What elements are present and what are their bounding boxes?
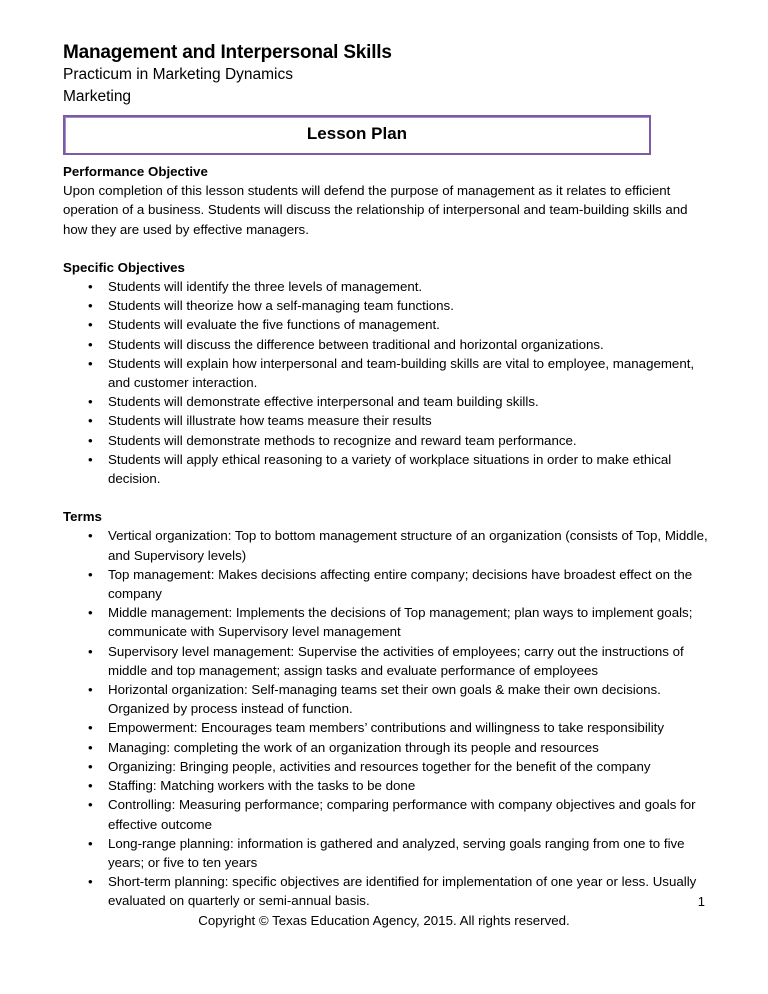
list-item: • Horizontal organization: Self-managing teams set their own goals & make their own decisions. Organized by process instead of function.	[88, 682, 661, 717]
bullet-icon: •	[88, 413, 93, 429]
lesson-plan-title: Lesson Plan	[306, 124, 408, 143]
bullet-icon: •	[88, 451, 93, 467]
list-item: • Staffing: Matching workers with the tasks to be done	[63, 776, 713, 795]
bullet-icon: •	[88, 336, 93, 352]
performance-objective-heading: Performance Objective	[63, 164, 208, 179]
list-item: • Managing: completing the work of an organization through its people and resources	[63, 738, 713, 757]
specific-objectives-list	[63, 277, 713, 488]
list-item: • Students will demonstrate methods to recognize and reward team performance.	[63, 431, 713, 450]
bullet-icon: •	[88, 720, 93, 736]
list-item: • Students will theorize how a self-managing team functions.	[63, 296, 713, 315]
page-number: 1	[697, 894, 705, 909]
bullet-icon: •	[88, 874, 93, 890]
terms-list	[63, 526, 713, 910]
terms-heading: Terms	[63, 509, 102, 525]
list-item: • Middle management: Implements the decisions of Top management; plan ways to implement goals; communicate with Supervisory level management	[88, 605, 693, 640]
list-item: • Students will demonstrate effective interpersonal and team building skills.	[63, 392, 713, 411]
bullet-icon: •	[88, 605, 93, 621]
bullet-icon: •	[88, 317, 93, 333]
bullet-icon: •	[88, 682, 93, 698]
bullet-icon: •	[88, 758, 93, 774]
list-item: • Top management: Makes decisions affecting entire company; decisions have broadest effect on the company	[88, 566, 693, 602]
cluster-name: Marketing	[63, 88, 132, 105]
bullet-icon: •	[88, 643, 93, 659]
list-item: • Supervisory level management: Supervise the activities of employees; carry out the instructions of middle and top management; assign tasks and evaluate performance of employees	[88, 643, 684, 678]
bullet-icon: •	[88, 778, 93, 794]
bullet-icon: •	[88, 739, 93, 755]
bullet-icon: •	[88, 432, 93, 448]
list-item: • Students will illustrate how teams measure their results	[63, 411, 713, 430]
list-item: • Long-range planning: information is gathered and analyzed, serving goals ranging from one to five years; or five to ten years	[88, 835, 685, 870]
list-item: • Students will identify the three levels of management.	[63, 277, 713, 296]
list-item: • Controlling: Measuring performance; comparing performance with company objectives and goals for effective outcome	[88, 797, 696, 832]
performance-objective-text: Upon completion of this lesson students will defend the purpose of management as it relates to efficient operation of a business. Students will discuss the relationship of interpersonal and team-building skills and how they are used by effective managers.	[63, 183, 688, 237]
bullet-icon: •	[88, 835, 93, 851]
bullet-icon: •	[88, 298, 93, 314]
copyright-footer: Copyright © Texas Education Agency, 2015. All rights reserved.	[198, 913, 570, 928]
list-item: • Students will discuss the difference between traditional and horizontal organizations.	[63, 335, 713, 354]
bullet-icon: •	[88, 394, 93, 410]
document-title: Management and Interpersonal Skills	[63, 42, 392, 63]
list-item: • Vertical organization: Top to bottom management structure of an organization (consists of Top, Middle, and Supervisory levels)	[88, 528, 708, 563]
list-item: • Empowerment: Encourages team members’ contributions and willingness to take responsibility	[63, 718, 713, 737]
list-item: • Students will apply ethical reasoning to a variety of workplace situations in order to make ethical decision.	[88, 451, 672, 487]
specific-objectives-heading: Specific Objectives	[63, 259, 185, 275]
lesson-plan-banner	[63, 115, 651, 155]
list-item: • Students will evaluate the five functions of management.	[63, 315, 713, 334]
list-item: • Students will explain how interpersonal and team-building skills are vital to employee, management, and customer interaction.	[88, 355, 695, 391]
bullet-icon: •	[88, 528, 93, 544]
bullet-icon: •	[88, 279, 93, 295]
bullet-icon: •	[88, 797, 93, 813]
course-name: Practicum in Marketing Dynamics	[63, 66, 293, 83]
list-item: • Organizing: Bringing people, activities and resources together for the benefit of the company	[63, 757, 713, 776]
bullet-icon: •	[88, 566, 93, 582]
lesson-content	[63, 162, 713, 930]
list-item: • Short-term planning: specific objectives are identified for implementation of one year or less. Usually evaluated on quarterly or semi-annual basis.	[88, 874, 697, 909]
bullet-icon: •	[88, 355, 93, 371]
